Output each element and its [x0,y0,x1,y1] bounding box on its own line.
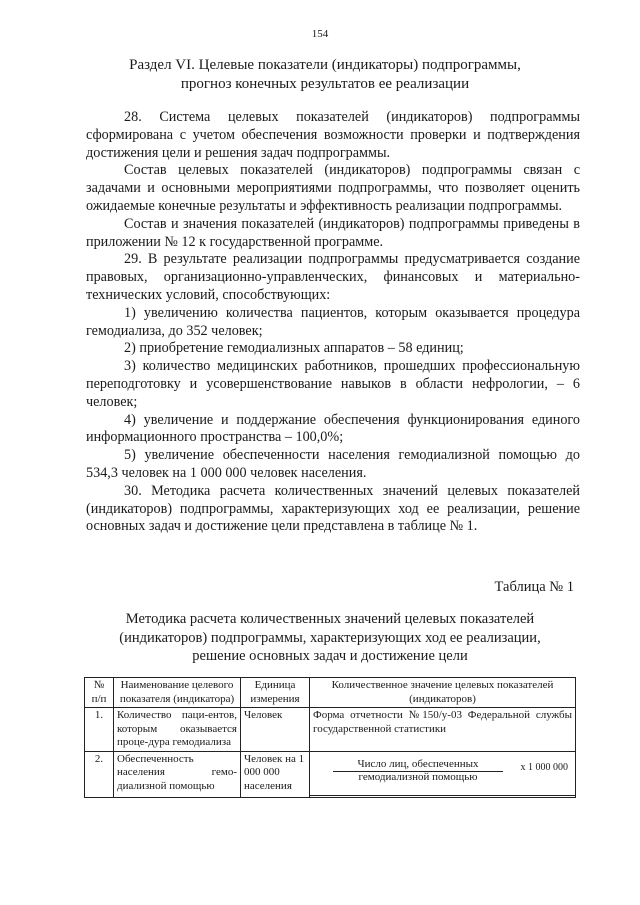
row-1-unit: Человек [241,708,310,752]
formula [313,753,572,791]
paragraph-29: 29. В результате реализации подпрограммы предусматривается создание правовых, организационно-управленческих, финансовых и материально-технических условий, способствующих: [86,251,580,303]
list-item-2: 2) приобретение гемодиализных аппаратов – 58 единиц; [124,340,464,357]
table-header-row [85,678,576,708]
section-title [90,56,560,94]
formula-numerator: Число лиц, обеспеченных гемодиализной помощью [357,757,479,783]
row-2-name: Обеспеченность населения гемо-диализной помощью [114,751,241,797]
row-2-num: 2. [85,751,114,797]
list-item-3: 3) количество медицинских работников, прошедших профессиональную переподготовку и усовершенствование навыков в области нефрологии, – 6 человек; [86,358,580,410]
row-1-name: Количество паци-ентов, которым оказывается проце-дура гемодиализа [114,708,241,752]
section-title-line-1: Раздел VI. Целевые показатели (индикаторы) подпрограммы, [129,57,521,73]
table-label: Таблица № 1 [494,579,574,595]
paragraph-28: 28. Система целевых показателей (индикаторов) подпрограммы сформирована с учетом обеспечения возможности проверки и подтверждения достижения цели и решения задач подпрограммы. [86,109,580,161]
row-1-num: 1. [85,708,114,752]
header-unit: Единица измерения [241,678,310,708]
metrics-table [84,677,576,798]
paragraph-indicators-appendix: Состав и значения показателей (индикаторов) подпрограммы приведены в приложении № 12 к государственной программе. [86,215,580,250]
header-num: № п/п [85,678,114,708]
fraction-bar [333,771,503,772]
row-2-unit: Человек на 1 000 000 населения [241,751,310,797]
row-1-value: Форма отчетности №150/у-03 Федеральной службы государственной статистики [310,708,576,752]
page-number: 154 [311,28,329,40]
table-caption [95,610,565,666]
table-row [85,708,576,752]
header-value: Количественное значение целевых показателей (индикаторов) [310,678,576,708]
row-2-value [310,751,576,797]
formula-divider [310,795,575,796]
header-name: Наименование целевого показателя (индикатора) [114,678,241,708]
formula-multiplier: х 1 000 000 [520,761,568,773]
table-row [85,751,576,797]
table-caption-line-3: решение основных задач и достижение цели [192,648,468,664]
table-caption-line-2: (индикаторов) подпрограммы, характеризующих ход ее реализации, [119,629,541,646]
paragraph-30: 30. Методика расчета количественных значений целевых показателей (индикаторов) подпрограммы, характеризующих ход ее реализации, решение основных задач и достижение цели представлена в таблице № 1. [86,482,580,535]
body-text [86,109,580,536]
section-title-line-2: прогноз конечных результатов ее реализации [180,76,470,92]
paragraph-indicators-composition: Состав целевых показателей (индикаторов) подпрограммы связан с задачами и основными мероприятиями подпрограммы, что позволяет оценить ожидаемые конечные результаты и эффективность реализации подпрограммы. [86,162,580,214]
table-caption-line-1: Методика расчета количественных значений целевых показателей [125,611,535,627]
list-item-1: 1) увеличению количества пациентов, которым оказывается процедура гемодиализа, до 352 человек; [86,304,580,339]
list-item-5: 5) увеличение обеспеченности населения гемодиализной помощью до 534,3 человек на 1 000 000 человек населения. [86,447,580,481]
list-item-4: 4) увеличение и поддержание обеспечения функционирования единого информационного пространства – 100,0%; [86,411,580,446]
